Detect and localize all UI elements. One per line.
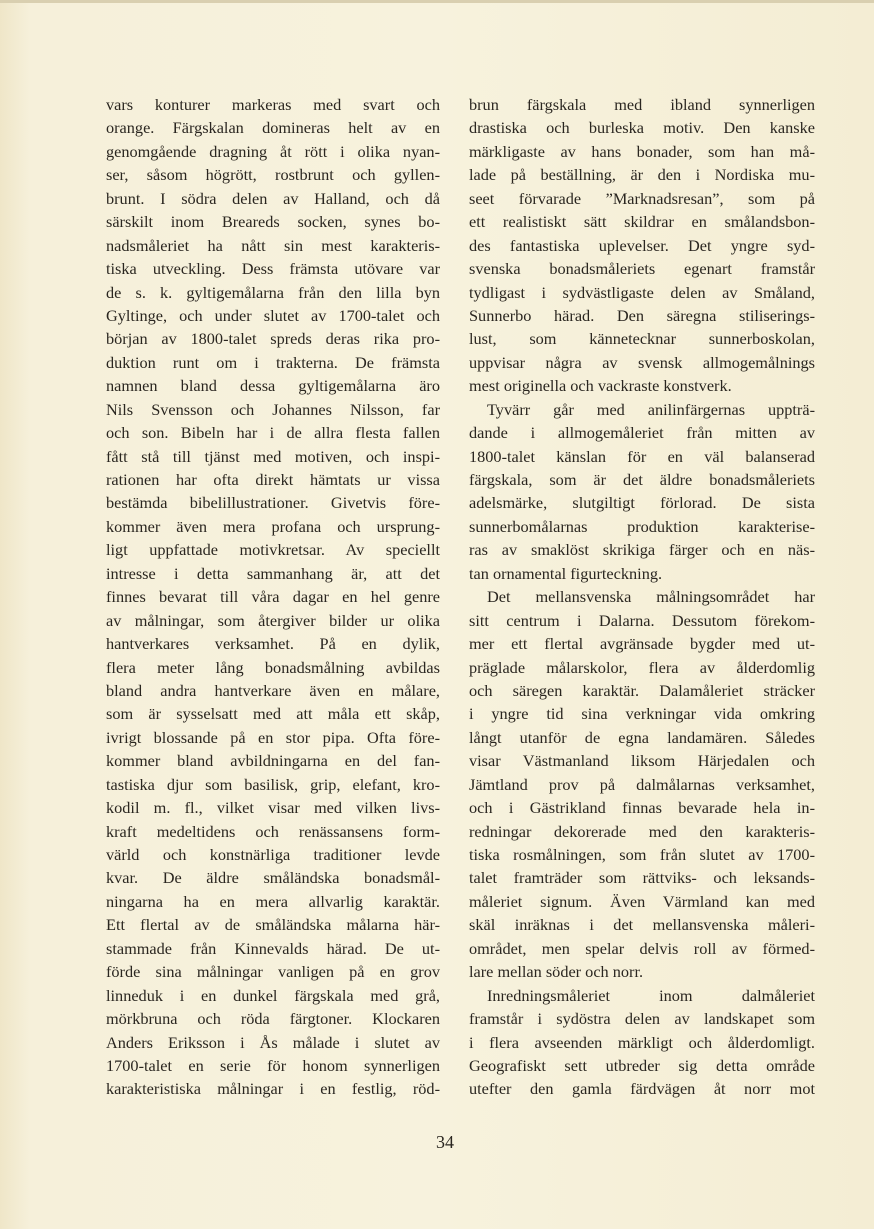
text-line: brunt. I södra delen av Halland, och då xyxy=(106,188,440,208)
text-line: av målningar, som återgiver bilder ur olika xyxy=(106,610,440,630)
text-line: visar Västmanland liksom Härjedalen och xyxy=(469,751,815,771)
text-line: genomgående dragning åt rött i olika nyan- xyxy=(106,141,440,161)
text-line: lust, som kännetecknar sunnerboskolan, xyxy=(469,329,815,349)
text-line: ningarna ha en mera allvarlig karaktär. xyxy=(106,891,440,911)
text-line: karakteristiska målningar i en festlig, röd- xyxy=(106,1079,440,1099)
text-line: brun färgskala med ibland synnerligen xyxy=(469,95,815,114)
text-line: namnen bland dessa gyltigemålarna äro xyxy=(106,376,440,396)
text-line: förde sina målningar vanligen på en grov xyxy=(106,962,440,982)
text-line: 1700-talet en serie för honom synnerligen xyxy=(106,1055,440,1075)
text-line: de s. k. gyltigemålarna från den lilla byn xyxy=(106,282,440,302)
text-line: värld och konstnärliga traditioner levde xyxy=(106,845,440,864)
text-line: Jämtland prov på dalmålarnas verksamhet, xyxy=(469,774,815,794)
page-top-edge xyxy=(0,0,874,3)
text-line: präglade målarskolor, flera av ålderdomlig xyxy=(469,657,815,677)
text-line: lare mellan söder och norr. xyxy=(469,962,644,982)
text-line: ras av smaklöst skrikiga färger och en näs- xyxy=(469,540,815,560)
left-text-column xyxy=(106,93,440,1101)
text-line: orange. Färgskalan domineras helt av en xyxy=(106,118,440,138)
text-line: mörkbruna och röda färgtoner. Klockaren xyxy=(106,1009,440,1029)
text-line: tastiska djur som basilisk, grip, elefant, kro- xyxy=(106,774,440,794)
text-line: området, men spelar delvis roll av förmed- xyxy=(469,938,815,958)
text-line: långt utanför de egna landamären. Således xyxy=(469,727,815,747)
text-line: Gyltinge, och under slutet av 1700-talet och xyxy=(106,305,440,325)
text-line: stammade från Kinnevalds härad. De ut- xyxy=(106,938,440,958)
text-line: hantverkares verksamhet. På en dylik, xyxy=(106,634,440,654)
page-number: 34 xyxy=(436,1132,454,1152)
text-line: och säregen karaktär. Dalamåleriet sträcker xyxy=(469,680,815,700)
text-line: finnes bevarat till våra dagar en hel genre xyxy=(106,587,440,607)
text-line: vars konturer markeras med svart och xyxy=(106,95,440,114)
text-line: drastiska och burleska motiv. Den kanske xyxy=(469,118,815,138)
text-line: ligt uppfattade motivkretsar. Av speciellt xyxy=(106,540,440,560)
text-line: bland andra hantverkare även en målare, xyxy=(106,680,440,700)
text-line: Tyvärr går med anilinfärgernas uppträ- xyxy=(487,399,815,419)
text-line: 1800-talet känslan för en väl balanserad xyxy=(469,446,815,466)
text-line: talet framträder som rättviks- och leksands- xyxy=(469,868,815,888)
text-line: redningar dekorerade med den karakteris- xyxy=(469,821,815,841)
text-line: och i Gästrikland finnas bevarade hela in- xyxy=(469,798,815,818)
text-line: sitt centrum i Dalarna. Dessutom förekom- xyxy=(469,610,815,630)
text-line: Det mellansvenska målningsområdet har xyxy=(487,587,815,607)
text-line: ett realistiskt sätt skildrar en smålandsbon- xyxy=(469,212,815,232)
text-line: och son. Bibeln har i de allra flesta fallen xyxy=(106,423,440,443)
text-line: tan ornamental figurteckning. xyxy=(469,563,663,583)
text-line: intresse i detta sammanhang är, att det xyxy=(106,563,440,583)
text-line: flera meter lång bonadsmålning avbildas xyxy=(106,657,440,677)
text-line: mest originella och vackraste konstverk. xyxy=(469,376,732,396)
text-line: början av 1800-talet spreds deras rika pro- xyxy=(106,329,440,349)
text-line: färgskala, som är det äldre bonadsmåleriets xyxy=(469,470,815,489)
text-line: kvar. De äldre småländska bonadsmål- xyxy=(106,868,440,888)
text-line: Nils Svensson och Johannes Nilsson, far xyxy=(106,399,440,419)
text-line: skäl inräknas i det mellansvenska måleri- xyxy=(469,915,815,935)
text-line: i yngre tid sina verkningar vida omkring xyxy=(469,704,815,724)
text-line: mer ett flertal avgränsade bygder med ut- xyxy=(469,634,815,654)
text-line: tydligast i sydvästligaste delen av Småland, xyxy=(469,282,815,302)
text-line: utefter den gamla färdvägen åt norr mot xyxy=(469,1079,815,1099)
text-line: rationen har ofta direkt hämtats ur vissa xyxy=(106,470,440,489)
text-line: dande i allmogemåleriet från mitten av xyxy=(469,423,815,443)
text-line: måleriet signum. Även Värmland kan med xyxy=(469,891,815,911)
text-line: sunnerbomålarnas produktion karakterise- xyxy=(469,516,815,536)
text-line: tiska utveckling. Dess främsta utövare var xyxy=(106,259,440,279)
text-line: tiska rosmålningen, som från slutet av 1700- xyxy=(469,845,815,864)
text-line: uppvisar några av svensk allmogemålnings xyxy=(469,352,815,372)
text-line: Geografiskt sett utbreder sig detta område xyxy=(469,1055,815,1075)
text-line: linneduk i en dunkel färgskala med grå, xyxy=(106,985,440,1005)
text-line: Anders Eriksson i Ås målade i slutet av xyxy=(106,1032,440,1052)
text-line: duktion runt om i trakterna. De främsta xyxy=(106,352,440,372)
text-line: des fantastiska uplevelser. Det yngre syd- xyxy=(469,235,815,255)
text-line: kommer även mera profana och ursprung- xyxy=(106,516,440,536)
text-line: kraft medeltidens och renässansens form- xyxy=(106,821,440,841)
text-line: fått stå till tjänst med motiven, och inspi- xyxy=(106,446,440,466)
text-line: kodil m. fl., vilket visar med vilken livs- xyxy=(106,798,440,818)
text-line: nadsmåleriet ha nått sin mest karakteris- xyxy=(106,235,440,255)
text-line: Ett flertal av de småländska målarna här- xyxy=(106,915,440,935)
text-line: adelsmärke, slutgiltigt förlorad. De sista xyxy=(469,493,815,513)
text-line: märkligaste av hans bonader, som han må- xyxy=(469,141,815,161)
text-line: lade på beställning, är den i Nordiska mu- xyxy=(469,165,815,185)
text-line: ivrigt blossande på en stor pipa. Ofta före- xyxy=(106,727,440,747)
right-text-column xyxy=(469,93,815,1101)
text-line: i flera avseenden märkligt och ålderdomligt. xyxy=(469,1032,815,1052)
text-line: seet förvarade ”Marknadsresan”, som på xyxy=(469,188,815,208)
text-line: särskilt inom Breareds socken, synes bo- xyxy=(106,212,440,232)
text-line: framstår i sydöstra delen av landskapet som xyxy=(469,1009,815,1029)
text-line: svenska bonadsmåleriets egenart framstår xyxy=(469,259,815,279)
text-line: Inredningsmåleriet inom dalmåleriet xyxy=(487,985,815,1005)
text-line: ser, såsom högrött, rostbrunt och gyllen- xyxy=(106,165,440,185)
text-line: kommer bland avbildningarna en del fan- xyxy=(106,751,440,771)
text-line: Sunnerbo härad. Den säregna stiliserings- xyxy=(469,305,815,325)
text-line: bestämda bibelillustrationer. Givetvis före- xyxy=(106,493,440,513)
text-line: som är sysselsatt med att måla ett skåp, xyxy=(106,704,440,724)
